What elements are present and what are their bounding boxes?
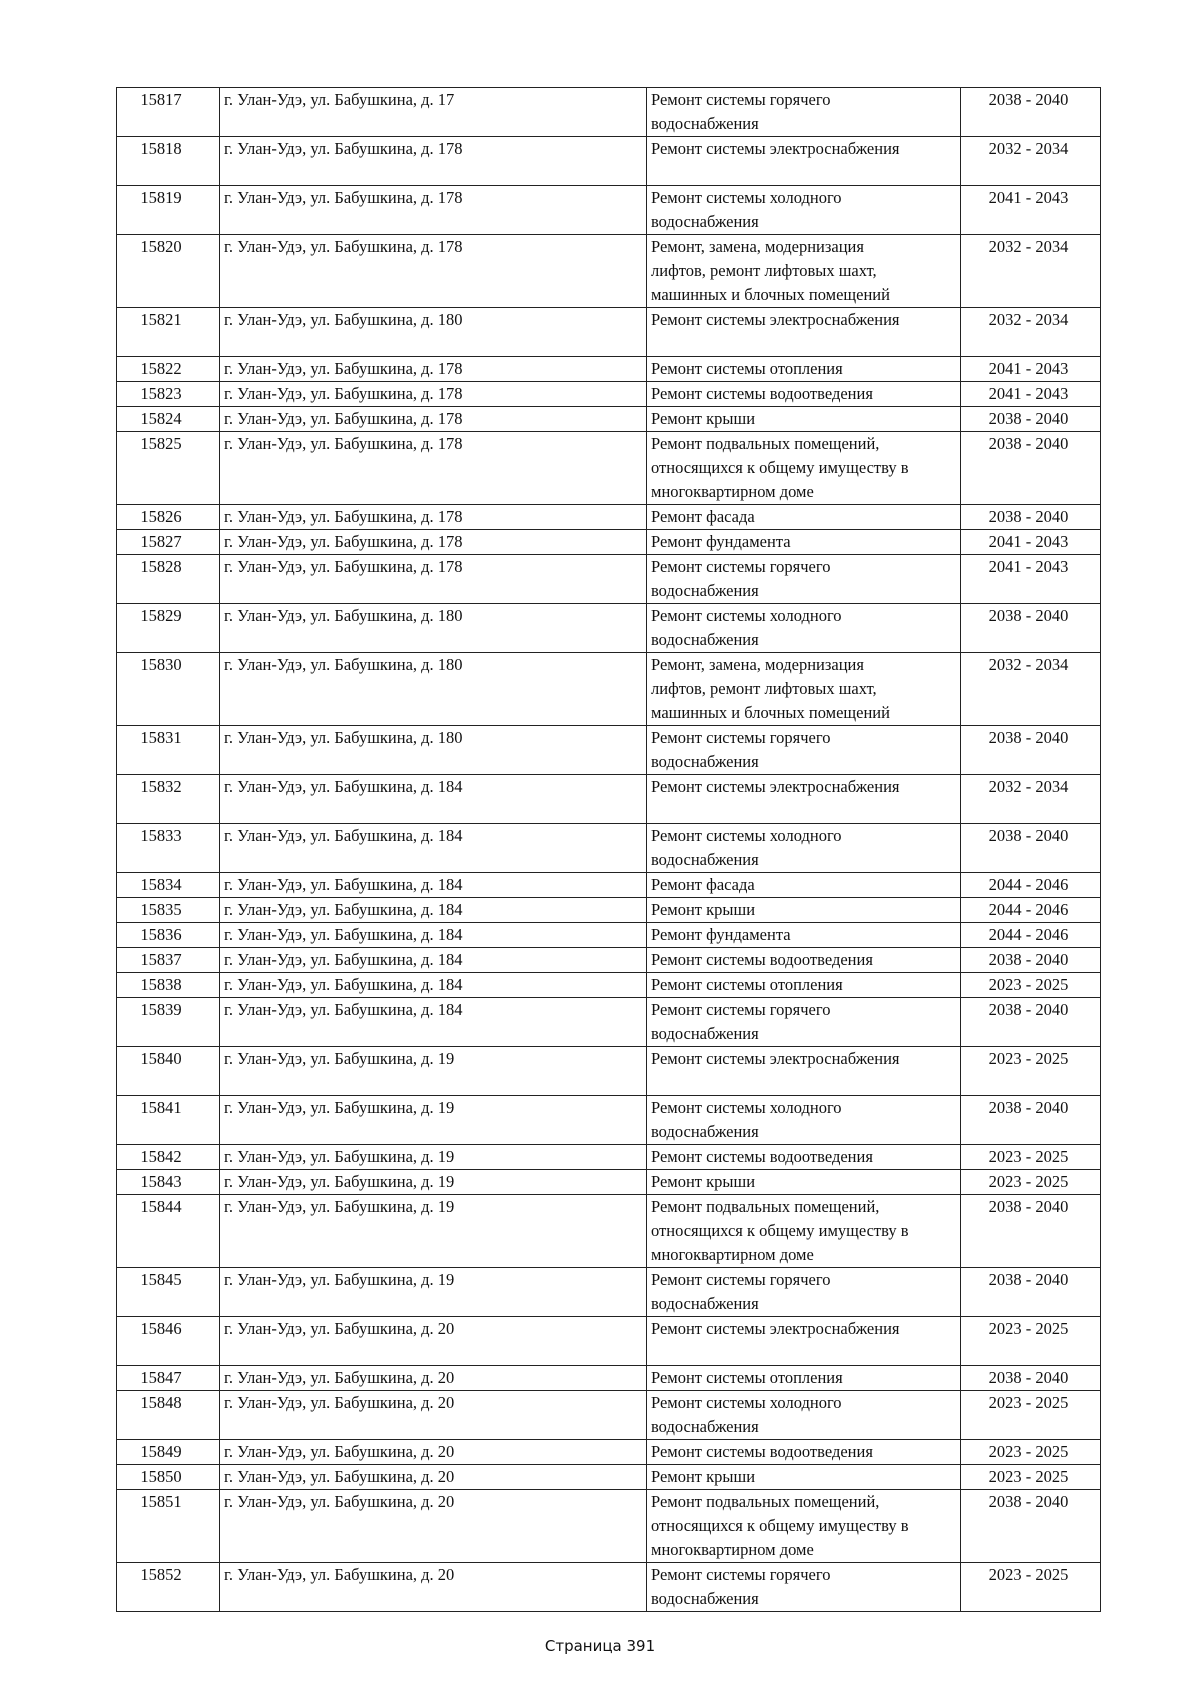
table-row xyxy=(117,88,1101,137)
cell-record-number: 15833 xyxy=(117,824,220,873)
cell-work-type xyxy=(647,1317,961,1366)
cell-period: 2038 - 2040 xyxy=(961,824,1101,873)
table-row xyxy=(117,382,1101,407)
work-type-line: лифтов, ремонт лифтовых шахт, xyxy=(651,679,877,698)
cell-period: 2038 - 2040 xyxy=(961,1490,1101,1563)
cell-address: г. Улан-Удэ, ул. Бабушкина, д. 20 xyxy=(220,1317,647,1366)
cell-address: г. Улан-Удэ, ул. Бабушкина, д. 184 xyxy=(220,948,647,973)
cell-work-type xyxy=(647,432,961,505)
work-type-line: Ремонт системы отопления xyxy=(651,1368,843,1387)
page-number: Страница 391 xyxy=(544,1637,656,1655)
cell-address: г. Улан-Удэ, ул. Бабушкина, д. 178 xyxy=(220,137,647,186)
work-type-line: Ремонт системы горячего xyxy=(651,1565,831,1584)
cell-work-type xyxy=(647,407,961,432)
work-type-line: относящихся к общему имуществу в xyxy=(651,1221,909,1240)
table-row xyxy=(117,1490,1101,1563)
cell-period: 2038 - 2040 xyxy=(961,407,1101,432)
table-row xyxy=(117,1440,1101,1465)
work-type-line: Ремонт фасада xyxy=(651,875,755,894)
work-type-line: Ремонт системы горячего xyxy=(651,1270,831,1289)
cell-work-type xyxy=(647,824,961,873)
cell-work-type xyxy=(647,1366,961,1391)
cell-period: 2038 - 2040 xyxy=(961,1366,1101,1391)
work-type-line: многоквартирном доме xyxy=(651,482,814,501)
table-row xyxy=(117,948,1101,973)
work-type-line: Ремонт подвальных помещений, xyxy=(651,434,880,453)
cell-period: 2023 - 2025 xyxy=(961,1047,1101,1096)
cell-record-number: 15846 xyxy=(117,1317,220,1366)
table-row xyxy=(117,923,1101,948)
work-type-line: Ремонт системы горячего xyxy=(651,90,831,109)
table-row xyxy=(117,873,1101,898)
table-row xyxy=(117,604,1101,653)
cell-work-type xyxy=(647,973,961,998)
cell-period: 2038 - 2040 xyxy=(961,948,1101,973)
cell-work-type xyxy=(647,1440,961,1465)
cell-address: г. Улан-Удэ, ул. Бабушкина, д. 178 xyxy=(220,555,647,604)
work-type-line: Ремонт системы водоотведения xyxy=(651,384,873,403)
cell-work-type xyxy=(647,948,961,973)
cell-work-type xyxy=(647,1170,961,1195)
cell-record-number: 15834 xyxy=(117,873,220,898)
cell-address: г. Улан-Удэ, ул. Бабушкина, д. 178 xyxy=(220,530,647,555)
cell-period: 2041 - 2043 xyxy=(961,382,1101,407)
cell-record-number: 15839 xyxy=(117,998,220,1047)
cell-address: г. Улан-Удэ, ул. Бабушкина, д. 184 xyxy=(220,898,647,923)
cell-work-type xyxy=(647,88,961,137)
cell-work-type xyxy=(647,555,961,604)
cell-period: 2023 - 2025 xyxy=(961,1170,1101,1195)
table-row xyxy=(117,1268,1101,1317)
work-type-line: относящихся к общему имуществу в xyxy=(651,458,909,477)
cell-address: г. Улан-Удэ, ул. Бабушкина, д. 178 xyxy=(220,186,647,235)
cell-period: 2038 - 2040 xyxy=(961,432,1101,505)
cell-work-type xyxy=(647,604,961,653)
cell-work-type xyxy=(647,357,961,382)
cell-record-number: 15826 xyxy=(117,505,220,530)
cell-address: г. Улан-Удэ, ул. Бабушкина, д. 184 xyxy=(220,998,647,1047)
work-type-line: водоснабжения xyxy=(651,1417,759,1436)
work-type-line: водоснабжения xyxy=(651,752,759,771)
cell-period: 2032 - 2034 xyxy=(961,653,1101,726)
cell-period: 2038 - 2040 xyxy=(961,1096,1101,1145)
work-type-line: многоквартирном доме xyxy=(651,1245,814,1264)
cell-work-type xyxy=(647,235,961,308)
table-row xyxy=(117,357,1101,382)
cell-period: 2038 - 2040 xyxy=(961,505,1101,530)
table-row xyxy=(117,726,1101,775)
cell-address: г. Улан-Удэ, ул. Бабушкина, д. 19 xyxy=(220,1268,647,1317)
work-type-line: Ремонт системы электроснабжения xyxy=(651,310,900,329)
cell-address: г. Улан-Удэ, ул. Бабушкина, д. 19 xyxy=(220,1145,647,1170)
work-type-line: Ремонт системы электроснабжения xyxy=(651,777,900,796)
cell-address: г. Улан-Удэ, ул. Бабушкина, д. 20 xyxy=(220,1563,647,1612)
cell-address: г. Улан-Удэ, ул. Бабушкина, д. 184 xyxy=(220,824,647,873)
work-type-line: Ремонт системы холодного xyxy=(651,1098,842,1117)
table-row xyxy=(117,530,1101,555)
cell-record-number: 15825 xyxy=(117,432,220,505)
work-type-line: Ремонт системы холодного xyxy=(651,606,842,625)
work-type-line: водоснабжения xyxy=(651,1122,759,1141)
cell-period: 2032 - 2034 xyxy=(961,308,1101,357)
cell-work-type xyxy=(647,1391,961,1440)
work-type-line: Ремонт системы электроснабжения xyxy=(651,139,900,158)
cell-address: г. Улан-Удэ, ул. Бабушкина, д. 178 xyxy=(220,357,647,382)
cell-address: г. Улан-Удэ, ул. Бабушкина, д. 180 xyxy=(220,726,647,775)
cell-address: г. Улан-Удэ, ул. Бабушкина, д. 19 xyxy=(220,1195,647,1268)
cell-address: г. Улан-Удэ, ул. Бабушкина, д. 184 xyxy=(220,923,647,948)
cell-period: 2041 - 2043 xyxy=(961,555,1101,604)
cell-work-type xyxy=(647,1268,961,1317)
work-type-line: Ремонт системы горячего xyxy=(651,1000,831,1019)
work-type-line: Ремонт системы холодного xyxy=(651,1393,842,1412)
cell-work-type xyxy=(647,1096,961,1145)
cell-record-number: 15841 xyxy=(117,1096,220,1145)
work-type-line: Ремонт подвальных помещений, xyxy=(651,1197,880,1216)
cell-address: г. Улан-Удэ, ул. Бабушкина, д. 180 xyxy=(220,604,647,653)
cell-period: 2032 - 2034 xyxy=(961,235,1101,308)
cell-record-number: 15849 xyxy=(117,1440,220,1465)
cell-record-number: 15851 xyxy=(117,1490,220,1563)
cell-work-type xyxy=(647,1490,961,1563)
cell-work-type xyxy=(647,308,961,357)
work-type-line: Ремонт системы горячего xyxy=(651,557,831,576)
cell-work-type xyxy=(647,726,961,775)
cell-address: г. Улан-Удэ, ул. Бабушкина, д. 178 xyxy=(220,235,647,308)
cell-work-type xyxy=(647,137,961,186)
table-row xyxy=(117,186,1101,235)
cell-address: г. Улан-Удэ, ул. Бабушкина, д. 184 xyxy=(220,775,647,824)
work-type-line: Ремонт, замена, модернизация xyxy=(651,655,864,674)
work-type-line: водоснабжения xyxy=(651,1589,759,1608)
cell-record-number: 15819 xyxy=(117,186,220,235)
work-type-line: Ремонт системы холодного xyxy=(651,826,842,845)
work-type-line: Ремонт системы водоотведения xyxy=(651,950,873,969)
cell-record-number: 15824 xyxy=(117,407,220,432)
work-type-line: Ремонт крыши xyxy=(651,900,756,919)
cell-work-type xyxy=(647,873,961,898)
cell-address: г. Улан-Удэ, ул. Бабушкина, д. 178 xyxy=(220,432,647,505)
cell-address: г. Улан-Удэ, ул. Бабушкина, д. 19 xyxy=(220,1047,647,1096)
table-row xyxy=(117,1195,1101,1268)
cell-record-number: 15827 xyxy=(117,530,220,555)
cell-record-number: 15843 xyxy=(117,1170,220,1195)
cell-period: 2038 - 2040 xyxy=(961,1268,1101,1317)
table-row xyxy=(117,555,1101,604)
cell-address: г. Улан-Удэ, ул. Бабушкина, д. 20 xyxy=(220,1490,647,1563)
cell-period: 2038 - 2040 xyxy=(961,1195,1101,1268)
cell-record-number: 15820 xyxy=(117,235,220,308)
cell-period: 2023 - 2025 xyxy=(961,1465,1101,1490)
work-type-line: Ремонт системы холодного xyxy=(651,188,842,207)
table-row xyxy=(117,1465,1101,1490)
cell-work-type xyxy=(647,530,961,555)
cell-address: г. Улан-Удэ, ул. Бабушкина, д. 178 xyxy=(220,505,647,530)
cell-address: г. Улан-Удэ, ул. Бабушкина, д. 17 xyxy=(220,88,647,137)
cell-period: 2032 - 2034 xyxy=(961,775,1101,824)
work-type-line: лифтов, ремонт лифтовых шахт, xyxy=(651,261,877,280)
work-type-line: Ремонт системы водоотведения xyxy=(651,1442,873,1461)
cell-address: г. Улан-Удэ, ул. Бабушкина, д. 178 xyxy=(220,382,647,407)
cell-record-number: 15836 xyxy=(117,923,220,948)
cell-work-type xyxy=(647,923,961,948)
cell-period: 2023 - 2025 xyxy=(961,973,1101,998)
work-type-line: Ремонт, замена, модернизация xyxy=(651,237,864,256)
work-type-line: водоснабжения xyxy=(651,114,759,133)
cell-record-number: 15847 xyxy=(117,1366,220,1391)
cell-period: 2041 - 2043 xyxy=(961,186,1101,235)
cell-period: 2038 - 2040 xyxy=(961,88,1101,137)
table-row xyxy=(117,1366,1101,1391)
cell-address: г. Улан-Удэ, ул. Бабушкина, д. 180 xyxy=(220,308,647,357)
table-row xyxy=(117,1096,1101,1145)
cell-period: 2032 - 2034 xyxy=(961,137,1101,186)
cell-work-type xyxy=(647,1145,961,1170)
table-row xyxy=(117,432,1101,505)
work-type-line: Ремонт системы горячего xyxy=(651,728,831,747)
cell-record-number: 15821 xyxy=(117,308,220,357)
cell-address: г. Улан-Удэ, ул. Бабушкина, д. 19 xyxy=(220,1170,647,1195)
cell-period: 2023 - 2025 xyxy=(961,1145,1101,1170)
work-type-line: относящихся к общему имуществу в xyxy=(651,1516,909,1535)
work-type-line: водоснабжения xyxy=(651,581,759,600)
cell-period: 2041 - 2043 xyxy=(961,530,1101,555)
cell-record-number: 15830 xyxy=(117,653,220,726)
cell-address: г. Улан-Удэ, ул. Бабушкина, д. 184 xyxy=(220,873,647,898)
work-type-line: водоснабжения xyxy=(651,1024,759,1043)
cell-address: г. Улан-Удэ, ул. Бабушкина, д. 20 xyxy=(220,1391,647,1440)
cell-record-number: 15837 xyxy=(117,948,220,973)
cell-record-number: 15842 xyxy=(117,1145,220,1170)
work-type-line: Ремонт системы отопления xyxy=(651,359,843,378)
cell-record-number: 15840 xyxy=(117,1047,220,1096)
cell-period: 2023 - 2025 xyxy=(961,1440,1101,1465)
work-type-line: Ремонт подвальных помещений, xyxy=(651,1492,880,1511)
work-type-line: водоснабжения xyxy=(651,212,759,231)
cell-record-number: 15828 xyxy=(117,555,220,604)
cell-record-number: 15829 xyxy=(117,604,220,653)
table-row xyxy=(117,407,1101,432)
document-sheet xyxy=(116,87,1100,1612)
cell-period: 2041 - 2043 xyxy=(961,357,1101,382)
cell-record-number: 15835 xyxy=(117,898,220,923)
cell-record-number: 15848 xyxy=(117,1391,220,1440)
work-type-line: Ремонт системы водоотведения xyxy=(651,1147,873,1166)
cell-period: 2023 - 2025 xyxy=(961,1317,1101,1366)
work-type-line: Ремонт крыши xyxy=(651,409,756,428)
work-type-line: Ремонт системы электроснабжения xyxy=(651,1049,900,1068)
cell-record-number: 15852 xyxy=(117,1563,220,1612)
cell-record-number: 15838 xyxy=(117,973,220,998)
work-type-line: многоквартирном доме xyxy=(651,1540,814,1559)
work-type-line: машинных и блочных помещений xyxy=(651,285,890,304)
table-row xyxy=(117,973,1101,998)
work-type-line: Ремонт крыши xyxy=(651,1172,756,1191)
work-type-line: машинных и блочных помещений xyxy=(651,703,890,722)
work-type-line: водоснабжения xyxy=(651,1294,759,1313)
table-row xyxy=(117,1563,1101,1612)
cell-record-number: 15817 xyxy=(117,88,220,137)
table-row xyxy=(117,1047,1101,1096)
cell-work-type xyxy=(647,898,961,923)
work-type-line: Ремонт фундамента xyxy=(651,925,791,944)
cell-address: г. Улан-Удэ, ул. Бабушкина, д. 180 xyxy=(220,653,647,726)
cell-record-number: 15823 xyxy=(117,382,220,407)
table-row xyxy=(117,308,1101,357)
cell-period: 2038 - 2040 xyxy=(961,998,1101,1047)
table-row xyxy=(117,775,1101,824)
cell-work-type xyxy=(647,505,961,530)
cell-address: г. Улан-Удэ, ул. Бабушкина, д. 20 xyxy=(220,1366,647,1391)
work-type-line: Ремонт системы электроснабжения xyxy=(651,1319,900,1338)
table-row xyxy=(117,235,1101,308)
work-type-line xyxy=(651,799,956,823)
cell-work-type xyxy=(647,186,961,235)
cell-address: г. Улан-Удэ, ул. Бабушкина, д. 184 xyxy=(220,973,647,998)
cell-address: г. Улан-Удэ, ул. Бабушкина, д. 178 xyxy=(220,407,647,432)
table-row xyxy=(117,505,1101,530)
cell-work-type xyxy=(647,775,961,824)
cell-record-number: 15845 xyxy=(117,1268,220,1317)
cell-work-type xyxy=(647,1563,961,1612)
cell-record-number: 15822 xyxy=(117,357,220,382)
cell-address: г. Улан-Удэ, ул. Бабушкина, д. 19 xyxy=(220,1096,647,1145)
cell-period: 2044 - 2046 xyxy=(961,898,1101,923)
work-type-line xyxy=(651,1341,956,1365)
cell-period: 2044 - 2046 xyxy=(961,873,1101,898)
cell-address: г. Улан-Удэ, ул. Бабушкина, д. 20 xyxy=(220,1440,647,1465)
table-row xyxy=(117,1391,1101,1440)
cell-work-type xyxy=(647,382,961,407)
cell-record-number: 15832 xyxy=(117,775,220,824)
cell-period: 2038 - 2040 xyxy=(961,726,1101,775)
table-row xyxy=(117,1317,1101,1366)
table-row xyxy=(117,1170,1101,1195)
cell-period: 2023 - 2025 xyxy=(961,1391,1101,1440)
cell-work-type xyxy=(647,1465,961,1490)
table-row xyxy=(117,653,1101,726)
cell-period: 2044 - 2046 xyxy=(961,923,1101,948)
repair-schedule-table xyxy=(116,87,1101,1612)
cell-work-type xyxy=(647,1047,961,1096)
cell-period: 2023 - 2025 xyxy=(961,1563,1101,1612)
table-row xyxy=(117,898,1101,923)
table-body xyxy=(117,88,1101,1612)
work-type-line: водоснабжения xyxy=(651,630,759,649)
cell-work-type xyxy=(647,653,961,726)
cell-address: г. Улан-Удэ, ул. Бабушкина, д. 20 xyxy=(220,1465,647,1490)
cell-period: 2038 - 2040 xyxy=(961,604,1101,653)
table-row xyxy=(117,998,1101,1047)
work-type-line xyxy=(651,1071,956,1095)
work-type-line: водоснабжения xyxy=(651,850,759,869)
cell-record-number: 15850 xyxy=(117,1465,220,1490)
table-row xyxy=(117,824,1101,873)
cell-work-type xyxy=(647,1195,961,1268)
work-type-line xyxy=(651,332,956,356)
cell-record-number: 15844 xyxy=(117,1195,220,1268)
work-type-line: Ремонт фундамента xyxy=(651,532,791,551)
table-row xyxy=(117,1145,1101,1170)
cell-record-number: 15831 xyxy=(117,726,220,775)
work-type-line: Ремонт фасада xyxy=(651,507,755,526)
work-type-line: Ремонт системы отопления xyxy=(651,975,843,994)
table-row xyxy=(117,137,1101,186)
work-type-line xyxy=(651,161,956,185)
cell-record-number: 15818 xyxy=(117,137,220,186)
work-type-line: Ремонт крыши xyxy=(651,1467,756,1486)
cell-work-type xyxy=(647,998,961,1047)
